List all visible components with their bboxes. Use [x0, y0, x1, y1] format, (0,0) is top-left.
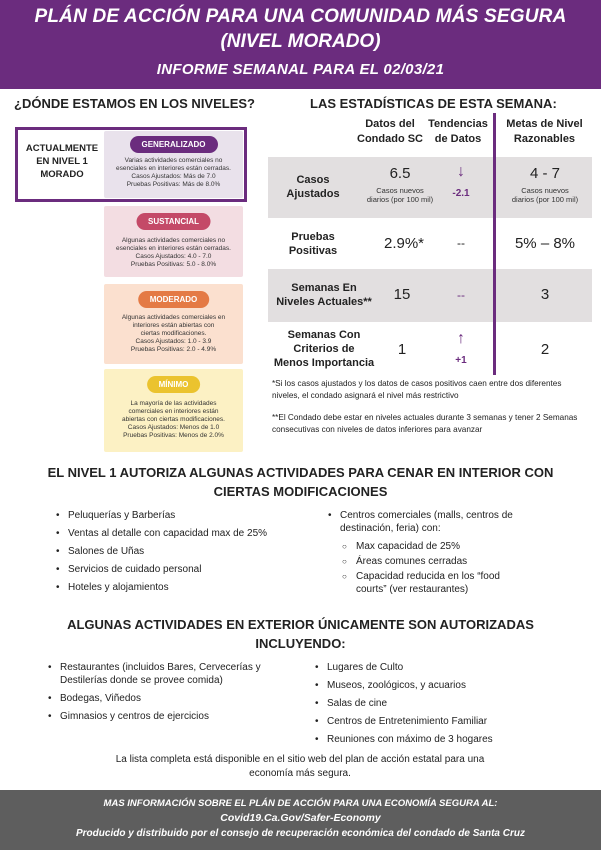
tier-pill: MÍNIMO: [147, 376, 201, 393]
trend-value: --: [457, 236, 465, 250]
tier-description: Varias actividades comerciales no esenciales en interiores están cerradas. Casos Ajustados: Más de 7.0 Pruebas Positivas: Más de 8.0%: [116, 157, 231, 188]
footnote-restrictive: *Si los casos ajustados y los datos de casos positivos caen entre dos diferentes niveles, el condado asignará el nivel más restrictivo: [272, 379, 562, 400]
footer-info: MAS INFORMACIÓN SOBRE EL PLÁN DE ACCIÓN PARA UNA ECONOMÍA SEGURA AL:: [103, 798, 498, 809]
tier-description: La mayoría de las actividades comerciales en interiores están abiertas con ciertas modificaciones. Casos Ajustados: Menos de 1.0 Pruebas Positivas: Menos de 2.0%: [122, 400, 225, 439]
arrow-down-icon: ↓: [457, 163, 465, 180]
row-label: Pruebas Positivas: [288, 231, 338, 257]
list-item: ○ Capacidad reducida en los “food courts” (ver restaurantes): [326, 570, 586, 596]
column-header-goals: Metas de Nivel Razonables: [506, 118, 583, 145]
county-value: 15: [393, 286, 411, 303]
row-label: Casos Ajustados: [286, 174, 340, 200]
county-value: 2.9%*: [383, 235, 425, 252]
list-item: • Bodegas, Viñedos: [46, 692, 306, 705]
list-item: ○ Áreas comunes cerradas: [326, 555, 586, 568]
goal-value: 5% – 8%: [514, 235, 576, 252]
tier-moderado: [104, 284, 243, 364]
report-date: INFORME SEMANAL PARA EL 02/03/21: [156, 61, 445, 78]
trend-value: --: [457, 288, 465, 302]
page-title-tier: (NIVEL MORADO): [220, 31, 381, 52]
table-row: [268, 322, 592, 375]
list-item: • Gimnasios y centros de ejercicios: [46, 710, 306, 723]
page-footer: [0, 790, 601, 850]
tier-generalizado: [104, 131, 243, 198]
outdoor-list-right: [313, 661, 583, 751]
list-item: • Centros de Entretenimiento Familiar: [313, 715, 583, 728]
arrow-up-icon: ↑: [457, 330, 465, 347]
tier-pill: SUSTANCIAL: [136, 213, 211, 230]
list-item: • Servicios de cuidado personal: [54, 563, 314, 576]
trend-value: +1: [455, 355, 467, 366]
tier-pill: GENERALIZADO: [130, 136, 218, 153]
outdoor-list-left: [46, 661, 306, 728]
list-item: • Lugares de Culto: [313, 661, 583, 674]
indoor-list-left: [54, 509, 314, 599]
stats-table: [268, 113, 592, 375]
list-item: ○ Max capacidad de 25%: [326, 540, 586, 553]
tier-pill: MODERADO: [138, 291, 210, 308]
goal-value: 3: [540, 286, 550, 303]
current-tier-label: ACTUALMENTE EN NIVEL 1 MORADO: [25, 143, 99, 180]
footer-link[interactable]: Covid19.Ca.Gov/Safer-Economy: [220, 812, 381, 824]
column-header-trends: Tendencias de Datos: [428, 118, 488, 145]
tier-description: Algunas actividades comerciales en interiores están abiertas con ciertas modificaciones. Casos Ajustados: 1.0 - 3.9 Pruebas Positivas: 2.0 - 4.9%: [121, 314, 226, 353]
goal-value-note: Casos nuevos diarios (por 100 mil): [511, 186, 579, 204]
footnote-advance: **El Condado debe estar en niveles actuales durante 3 semanas y tener 2 Semanas consecutivas con niveles de datos inferiores para avanzar: [272, 413, 578, 434]
goal-value: 4 - 7: [529, 165, 560, 182]
column-header-county: Datos del Condado SC: [357, 118, 423, 145]
table-row: [268, 218, 592, 269]
tier-sustancial: [104, 206, 243, 277]
tier-description: Algunas actividades comerciales no esenciales en interiores están cerradas. Casos Ajustados: 4.0 - 7.0 Pruebas Positivas: 5.0 - 8.0%: [116, 237, 231, 268]
table-row: [268, 269, 592, 322]
stats-section-title: LAS ESTADÍSTICAS DE ESTA SEMANA:: [310, 96, 557, 111]
closing-note: La lista completa está disponible en el sitio web del plan de acción estatal para una economía más segura.: [115, 754, 485, 779]
table-row: [268, 157, 592, 218]
tiers-section-title: ¿DÓNDE ESTAMOS EN LOS NIVELES?: [14, 96, 256, 111]
list-item: • Reuniones con máximo de 3 hogares: [313, 733, 583, 746]
tier-minimo: [104, 369, 243, 452]
list-item: • Peluquerías y Barberías: [54, 509, 314, 522]
list-item: • Salas de cine: [313, 697, 583, 710]
list-item: • Restaurantes (incluidos Bares, Cervecerías y Destilerías donde se provee comida): [46, 661, 306, 687]
list-item: • Hoteles y alojamientos: [54, 581, 314, 594]
county-value: 6.5: [389, 165, 411, 182]
goal-value: 2: [540, 341, 550, 358]
outdoor-heading: ALGUNAS ACTIVIDADES EN EXTERIOR ÚNICAMENTE SON AUTORIZADAS INCLUYENDO:: [67, 617, 534, 651]
county-value-note: Casos nuevos diarios (por 100 mil): [366, 186, 434, 204]
row-label: Semanas Con Criterios de Menos Importancia: [273, 329, 375, 369]
indoor-heading: EL NIVEL 1 AUTORIZA ALGUNAS ACTIVIDADES PARA CENAR EN INTERIOR CON CIERTAS MODIFICACIONES: [47, 465, 554, 499]
trend-value: -2.1: [452, 188, 470, 199]
row-label: Semanas En Niveles Actuales**: [276, 282, 372, 308]
indoor-list-right: [326, 509, 586, 598]
page-header: [0, 0, 601, 89]
list-item: • Ventas al detalle con capacidad max de 25%: [54, 527, 314, 540]
list-item: • Museos, zoológicos, y acuarios: [313, 679, 583, 692]
column-divider: [493, 113, 496, 375]
county-value: 1: [397, 341, 407, 358]
list-item: • Salones de Uñas: [54, 545, 314, 558]
list-item: • Centros comerciales (malls, centros de destinación, feria) con:: [326, 509, 586, 535]
page-title: PLÁN DE ACCIÓN PARA UNA COMUNIDAD MÁS SEGURA: [34, 6, 567, 27]
footer-credit: Producido y distribuido por el consejo de recuperación económica del condado de Santa Cruz: [76, 828, 525, 839]
